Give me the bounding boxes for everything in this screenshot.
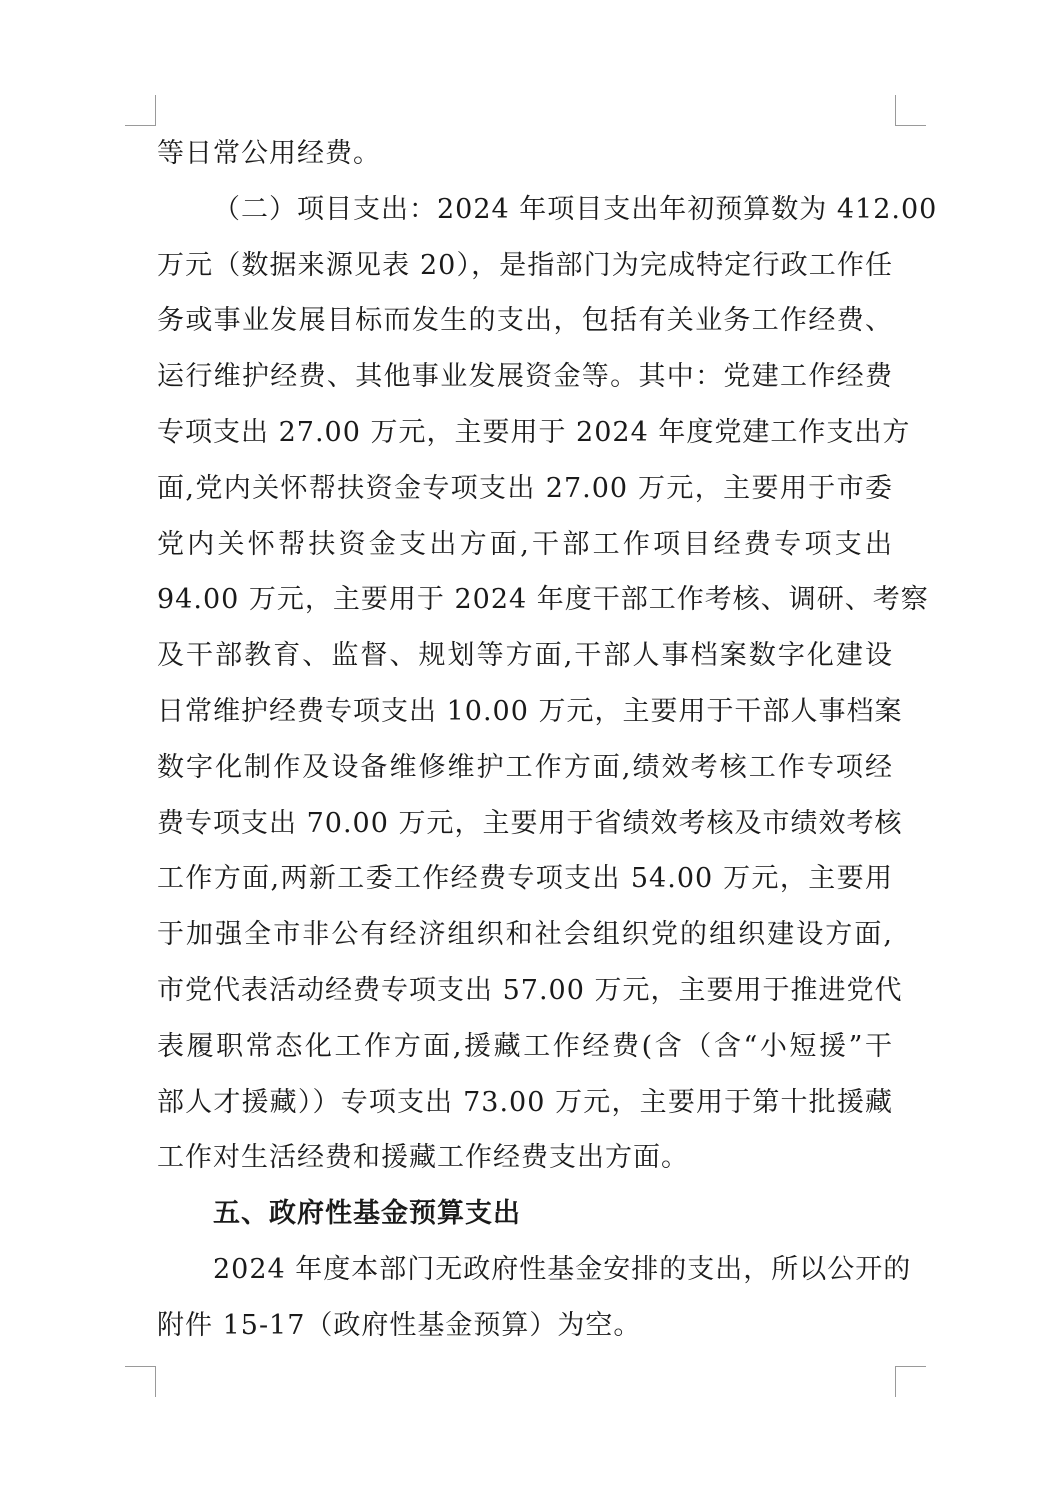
- text-line: 及干部教育、监督、规划等方面,干部人事档案数字化建设: [157, 640, 893, 672]
- text-line: 费专项支出 70.00 万元，主要用于省绩效考核及市绩效考核: [157, 807, 903, 839]
- text-line: 2024 年度本部门无政府性基金安排的支出，所以公开的: [213, 1253, 912, 1285]
- text-line: 表履职常态化工作方面,援藏工作经费(含（含“小短援”干: [157, 1030, 893, 1062]
- text-line: 于加强全市非公有经济组织和社会组织党的组织建设方面,: [157, 919, 893, 951]
- crop-mark-bottom-right: [895, 1366, 926, 1397]
- crop-mark-top-right: [895, 95, 926, 126]
- text-line: 部人才援藏））专项支出 73.00 万元，主要用于第十批援藏: [157, 1086, 893, 1118]
- text-line: 94.00 万元，主要用于 2024 年度干部工作考核、调研、考察: [157, 584, 929, 616]
- text-line: 务或事业发展目标而发生的支出，包括有关业务工作经费、: [157, 305, 893, 337]
- text-line: 面,党内关怀帮扶资金专项支出 27.00 万元，主要用于市委: [157, 472, 893, 504]
- crop-mark-top-left: [125, 95, 156, 126]
- text-line: 工作方面,两新工委工作经费专项支出 54.00 万元，主要用: [157, 863, 893, 895]
- page-body: [157, 126, 938, 1354]
- text-line: 党内关怀帮扶资金支出方面,干部工作项目经费专项支出: [157, 528, 893, 560]
- text-line: 市党代表活动经费专项支出 57.00 万元，主要用于推进党代: [157, 974, 903, 1006]
- section-heading: 五、政府性基金预算支出: [213, 1198, 521, 1230]
- text-line: 附件 15-17（政府性基金预算）为空。: [157, 1309, 642, 1341]
- text-line: 专项支出 27.00 万元，主要用于 2024 年度党建工作支出方: [157, 416, 911, 448]
- text-line: （二）项目支出：2024 年项目支出年初预算数为 412.00: [213, 193, 938, 225]
- text-line: 万元（数据来源见表 20），是指部门为完成特定行政工作任: [157, 249, 893, 281]
- text-line: 运行维护经费、其他事业发展资金等。其中：党建工作经费: [157, 361, 893, 393]
- crop-mark-bottom-left: [125, 1366, 156, 1397]
- text-line: 日常维护经费专项支出 10.00 万元，主要用于干部人事档案: [157, 695, 903, 727]
- text-line: 工作对生活经费和援藏工作经费支出方面。: [157, 1142, 689, 1174]
- text-line: 等日常公用经费。: [157, 138, 381, 169]
- text-line: 数字化制作及设备维修维护工作方面,绩效考核工作专项经: [157, 751, 893, 783]
